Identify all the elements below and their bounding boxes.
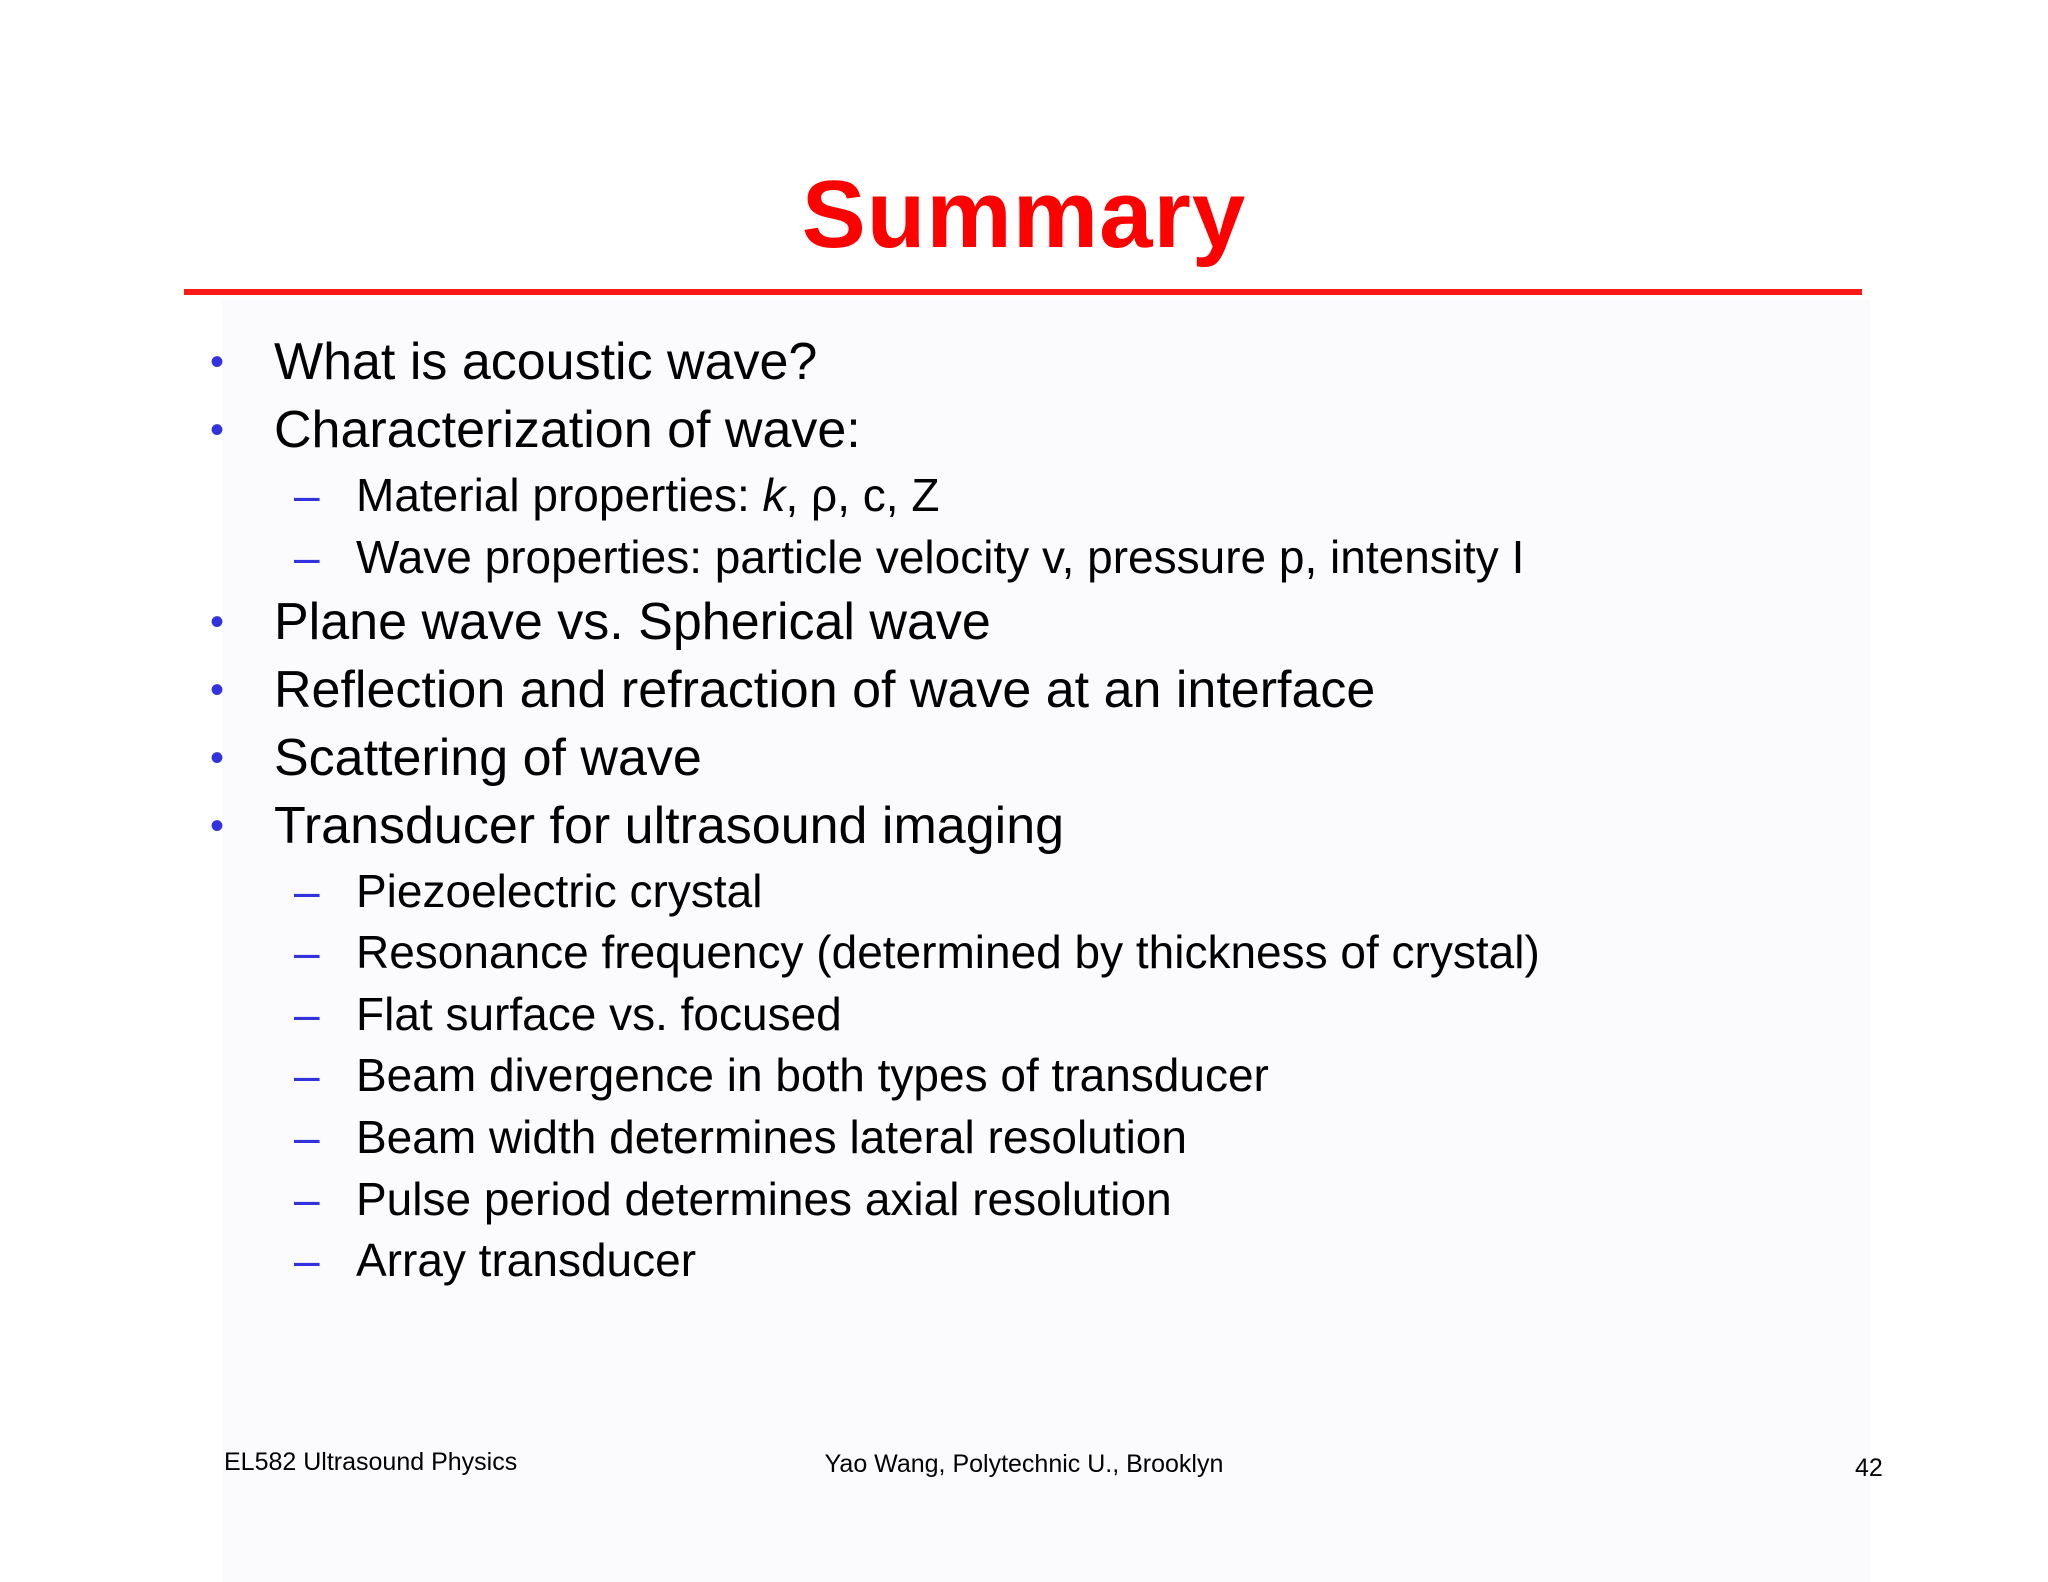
dash-marker: – (294, 988, 320, 1040)
footer-author: Yao Wang, Polytechnic U., Brooklyn (824, 1450, 1224, 1478)
dash-marker: – (294, 1049, 320, 1101)
sub-bullet-item (294, 1170, 1172, 1228)
slide-title: Summary (801, 161, 1247, 268)
sub-bullet-text: Flat surface vs. focused (356, 988, 842, 1040)
sub-bullet-text: Wave properties: particle velocity v, pressure p, intensity I (356, 531, 1525, 583)
dash-marker: – (294, 865, 320, 917)
bullet-item (210, 658, 1376, 722)
sub-bullet-text-prefix: Material properties: (356, 469, 763, 521)
bullet-item (210, 398, 861, 462)
bullet-text: Plane wave vs. Spherical wave (274, 593, 991, 651)
bullet-item (210, 590, 991, 654)
dash-marker: – (294, 469, 320, 521)
sub-bullet-text: Beam width determines lateral resolution (356, 1111, 1187, 1163)
bullet-marker: • (210, 600, 225, 644)
sub-bullet-item (294, 1231, 697, 1289)
bullet-item (210, 794, 1065, 858)
sub-bullet-text: Array transducer (356, 1234, 697, 1286)
sub-bullet-item (294, 862, 763, 920)
sub-bullet-item (294, 466, 940, 524)
bullet-marker: • (210, 340, 225, 384)
bullet-marker: • (210, 736, 225, 780)
sub-bullet-text: Beam divergence in both types of transducer (356, 1049, 1269, 1101)
bullet-text: Reflection and refraction of wave at an interface (274, 661, 1376, 719)
bullet-item (210, 330, 818, 394)
bullet-text: Scattering of wave (274, 729, 702, 787)
sub-bullet-item (294, 1046, 1269, 1104)
dash-marker: – (294, 926, 320, 978)
sub-bullet-italic-symbol: k (762, 469, 786, 521)
sub-bullet-text-suffix: , ρ, c, Z (785, 469, 940, 521)
bullet-text: Transducer for ultrasound imaging (274, 797, 1065, 855)
sub-bullet-item (294, 985, 842, 1043)
bullet-marker: • (210, 408, 225, 452)
sub-bullet-item (294, 1108, 1187, 1166)
bullet-marker: • (210, 804, 225, 848)
footer-page-number: 42 (1855, 1454, 1883, 1482)
sub-bullet-text: Piezoelectric crystal (356, 865, 763, 917)
footer-course: EL582 Ultrasound Physics (224, 1448, 518, 1476)
sub-bullet-text: Pulse period determines axial resolution (356, 1173, 1172, 1225)
dash-marker: – (294, 1234, 320, 1286)
dash-marker: – (294, 1111, 320, 1163)
dash-marker: – (294, 531, 320, 583)
bullet-text: Characterization of wave: (274, 401, 861, 459)
bullet-text: What is acoustic wave? (274, 333, 818, 391)
bullet-item (210, 726, 702, 790)
bullet-marker: • (210, 668, 225, 712)
sub-bullet-text: Resonance frequency (determined by thickness of crystal) (356, 926, 1540, 978)
sub-bullet-item (294, 923, 1540, 981)
sub-bullet-item (294, 528, 1525, 586)
dash-marker: – (294, 1173, 320, 1225)
